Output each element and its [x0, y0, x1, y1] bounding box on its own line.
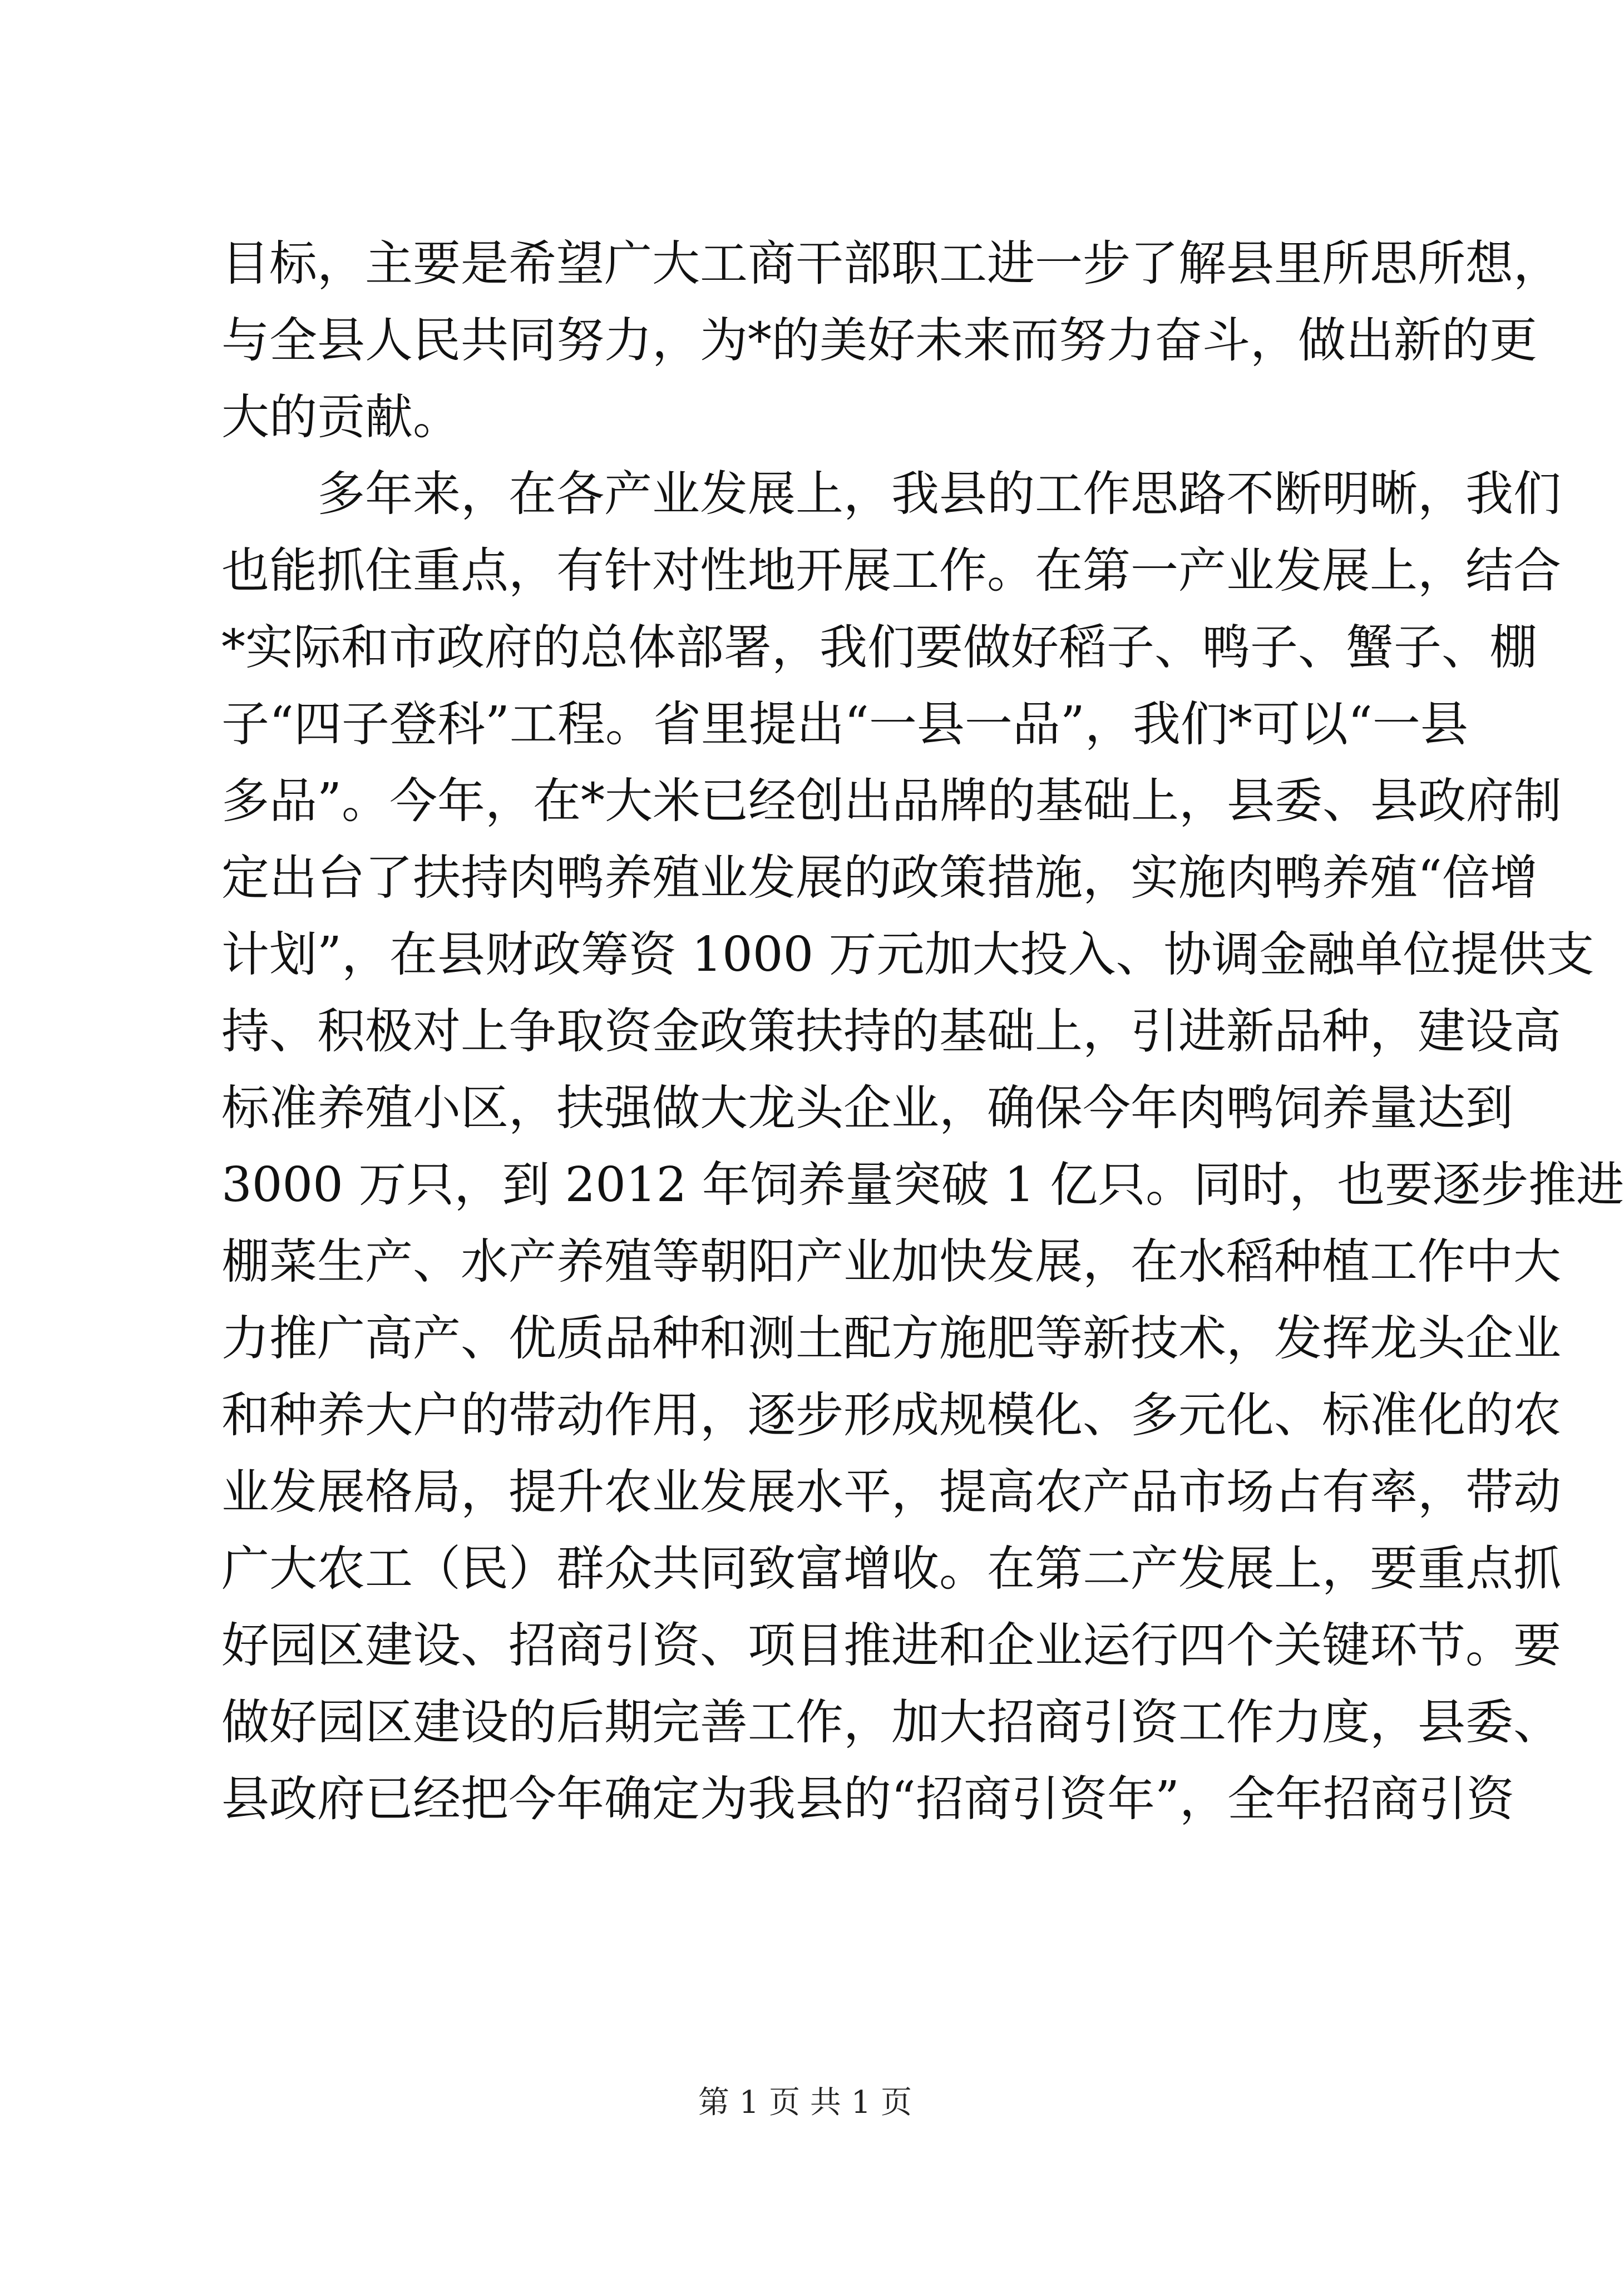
text-line-2: 与全县人民共同努力，为*的美好未来而努力奋斗，做出新的更: [221, 313, 1537, 368]
text-line-9: 定出台了扶持肉鸭养殖业发展的政策措施，实施肉鸭养殖“倍增: [221, 850, 1538, 906]
text-line-6: *实际和市政府的总体部署，我们要做好稻子、鸭子、蟹子、棚: [221, 620, 1537, 675]
text-line-15: 力推广高产、优质品种和测土配方施肥等新技术，发挥龙头企业: [221, 1311, 1561, 1366]
text-line-12: 标准养殖小区，扶强做大龙头企业，确保今年肉鸭饲养量达到: [221, 1080, 1513, 1136]
text-line-18: 广大农工（民）群众共同致富增收。在第二产发展上，要重点抓: [221, 1541, 1561, 1597]
text-line-1: 目标，主要是希望广大工商干部职工进一步了解县里所思所想，: [221, 236, 1561, 292]
text-line-19: 好园区建设、招商引资、项目推进和企业运行四个关键环节。要: [221, 1618, 1561, 1673]
text-line-10: 计划”，在县财政筹资 1000 万元加大投入、协调金融单位提供支: [221, 927, 1595, 982]
text-line-21: 县政府已经把今年确定为我县的“招商引资年”，全年招商引资: [221, 1771, 1514, 1827]
page-number-label: 第 1 页 共 1 页: [698, 2085, 912, 2121]
document-body: [221, 225, 1624, 1838]
text-line-7: 子“四子登科”工程。省里提出“一县一品”，我们*可以“一县: [221, 697, 1468, 752]
text-line-3: 大的贡献。: [221, 389, 461, 445]
text-line-17: 业发展格局，提升农业发展水平，提高农产品市场占有率，带动: [221, 1464, 1561, 1520]
text-line-8: 多品”。今年，在*大米已经创出品牌的基础上，县委、县政府制: [221, 773, 1562, 829]
text-line-20: 做好园区建设的后期完善工作，加大招商引资工作力度，县委、: [221, 1695, 1561, 1750]
text-line-14: 棚菜生产、水产养殖等朝阳产业加快发展，在水稻种植工作中大: [221, 1234, 1561, 1290]
text-line-13: 3000 万只，到 2012 年饲养量突破 1 亿只。同时，也要逐步推进: [221, 1157, 1624, 1213]
page-footer: [0, 2081, 1610, 2125]
text-line-4: 多年来，在各产业发展上，我县的工作思路不断明晰，我们: [317, 466, 1561, 522]
text-line-5: 也能抓住重点，有针对性地开展工作。在第一产业发展上，结合: [221, 543, 1561, 599]
text-line-11: 持、积极对上争取资金政策扶持的基础上，引进新品种，建设高: [221, 1004, 1561, 1059]
text-line-16: 和种养大户的带动作用，逐步形成规模化、多元化、标准化的农: [221, 1387, 1561, 1443]
